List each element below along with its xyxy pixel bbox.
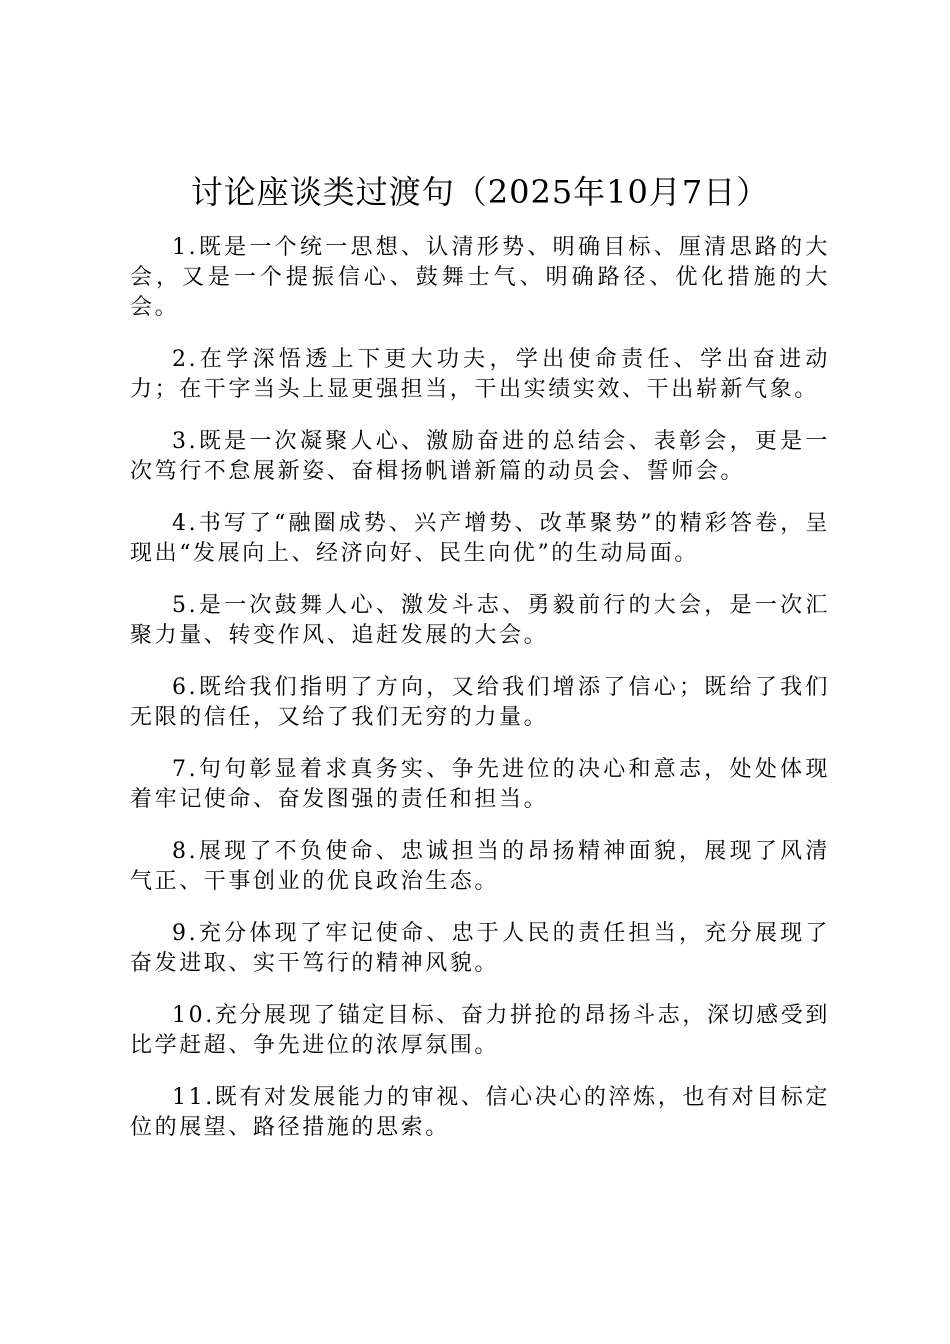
- paragraph-3: 3.既是一次凝聚人心、激励奋进的总结会、表彰会，更是一次笃行不怠展新姿、奋楫扬帆谱新篇的动员会、誓师会。: [130, 429, 830, 484]
- paragraph-1: 1.既是一个统一思想、认清形势、明确目标、厘清思路的大会，又是一个提振信心、鼓舞士气、明确路径、优化措施的大会。: [130, 235, 830, 320]
- paragraph-10: 10.充分展现了锚定目标、奋力拼抢的昂扬斗志，深切感受到比学赶超、争先进位的浓厚氛围。: [130, 1003, 830, 1058]
- paragraph-4: 4.书写了“融圈成势、兴产增势、改革聚势”的精彩答卷，呈现出“发展向上、经济向好、民生向优”的生动局面。: [130, 511, 830, 566]
- paragraph-8: 8.展现了不负使命、忠诚担当的昂扬精神面貌，展现了风清气正、干事创业的优良政治生态。: [130, 839, 830, 894]
- paragraph-2: 2.在学深悟透上下更大功夫，学出使命责任、学出奋进动力；在干字当头上显更强担当，干出实绩实效、干出崭新气象。: [130, 347, 830, 402]
- paragraph-7: 7.句句彰显着求真务实、争先进位的决心和意志，处处体现着牢记使命、奋发图强的责任和担当。: [130, 757, 830, 812]
- document-title: 讨论座谈类过渡句（2025年10月7日）: [190, 173, 770, 211]
- paragraph-5: 5.是一次鼓舞人心、激发斗志、勇毅前行的大会，是一次汇聚力量、转变作风、追赶发展的大会。: [130, 593, 830, 648]
- paragraph-9: 9.充分体现了牢记使命、忠于人民的责任担当，充分展现了奋发进取、实干笃行的精神风貌。: [130, 921, 830, 976]
- paragraph-11: 11.既有对发展能力的审视、信心决心的淬炼，也有对目标定位的展望、路径措施的思索。: [130, 1085, 830, 1140]
- paragraph-6: 6.既给我们指明了方向，又给我们增添了信心；既给了我们无限的信任，又给了我们无穷的力量。: [130, 675, 830, 730]
